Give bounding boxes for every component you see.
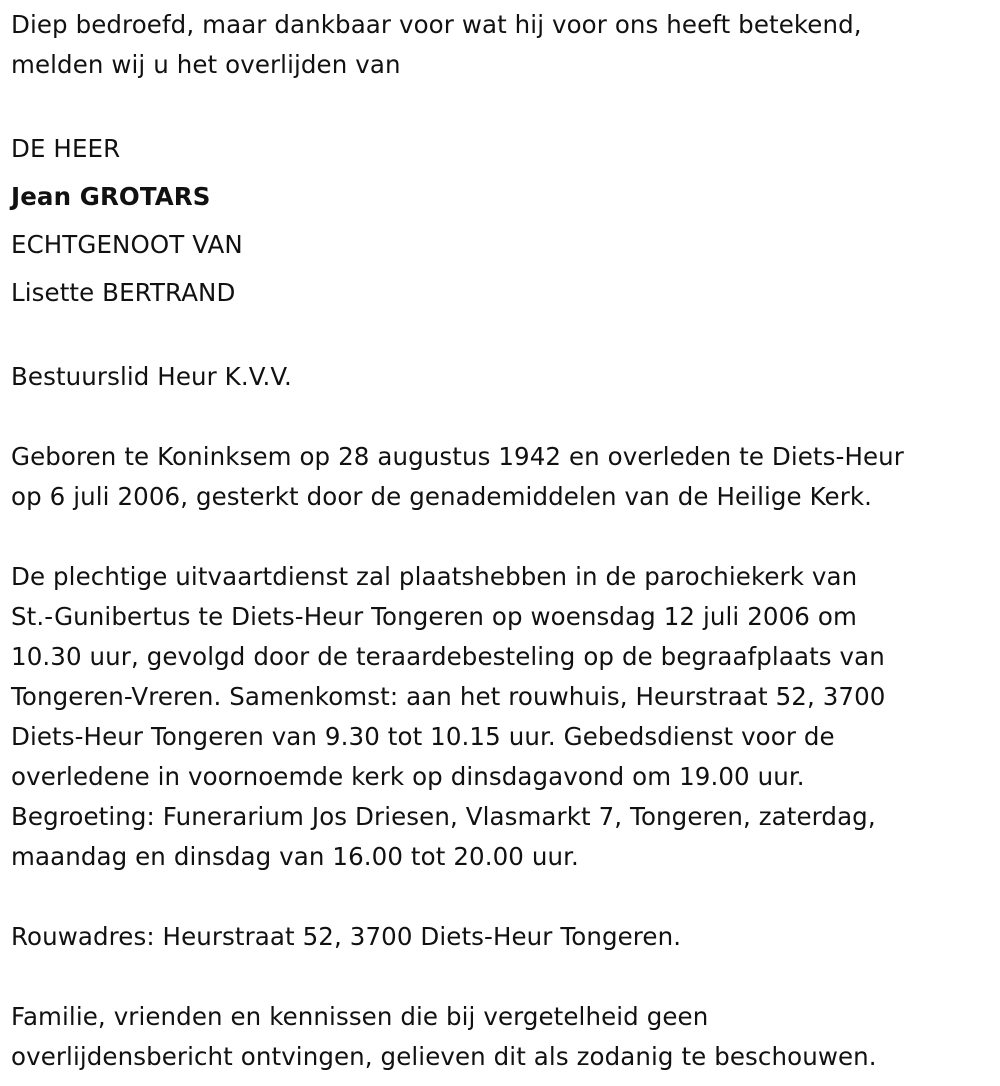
birth-death-line-2: op 6 juli 2006, gesterkt door de genademiddelen van de Heilige Kerk. — [11, 482, 873, 511]
deceased-block — [11, 125, 991, 317]
spacer — [11, 397, 991, 437]
intro-line-2: melden wij u het overlijden van — [11, 50, 401, 79]
closing-line-1: Familie, vrienden en kennissen die bij vergetelheid geen — [11, 1002, 709, 1031]
ceremony-line-6: overledene in voornoemde kerk op dinsdagavond om 19.00 uur. — [11, 762, 805, 791]
spacer — [11, 85, 991, 125]
spacer — [11, 517, 991, 557]
ceremony-line-3: 10.30 uur, gevolgd door de teraardebesteling op de begraafplaats van — [11, 642, 885, 671]
role: Bestuurslid Heur K.V.V. — [11, 362, 292, 391]
closing-line-2: overlijdensbericht ontvingen, gelieven dit als zodanig te beschouwen. — [11, 1042, 877, 1071]
death-notice — [11, 5, 991, 1077]
mourning-address: Rouwadres: Heurstraat 52, 3700 Diets-Heur Tongeren. — [11, 922, 682, 951]
ceremony-line-7: Begroeting: Funerarium Jos Driesen, Vlasmarkt 7, Tongeren, zaterdag, — [11, 802, 876, 831]
ceremony-line-2: St.-Gunibertus te Diets-Heur Tongeren op woensdag 12 juli 2006 om — [11, 602, 857, 631]
birth-death-line-1: Geboren te Koninksem op 28 augustus 1942 en overleden te Diets-Heur — [11, 442, 904, 471]
spacer — [11, 317, 991, 357]
spouse-label: ECHTGENOOT VAN — [11, 230, 243, 259]
ceremony-line-5: Diets-Heur Tongeren van 9.30 tot 10.15 uur. Gebedsdienst voor de — [11, 722, 835, 751]
spouse-name: Lisette BERTRAND — [11, 278, 236, 307]
ceremony-line-1: De plechtige uitvaartdienst zal plaatshebben in de parochiekerk van — [11, 562, 858, 591]
ceremony-line-8: maandag en dinsdag van 16.00 tot 20.00 uur. — [11, 842, 579, 871]
ceremony-line-4: Tongeren-Vreren. Samenkomst: aan het rouwhuis, Heurstraat 52, 3700 — [11, 682, 886, 711]
deceased-name: Jean GROTARS — [11, 182, 211, 211]
intro-line-1: Diep bedroefd, maar dankbaar voor wat hij voor ons heeft betekend, — [11, 10, 862, 39]
honorific: DE HEER — [11, 134, 121, 163]
spacer — [11, 957, 991, 997]
spacer — [11, 877, 991, 917]
